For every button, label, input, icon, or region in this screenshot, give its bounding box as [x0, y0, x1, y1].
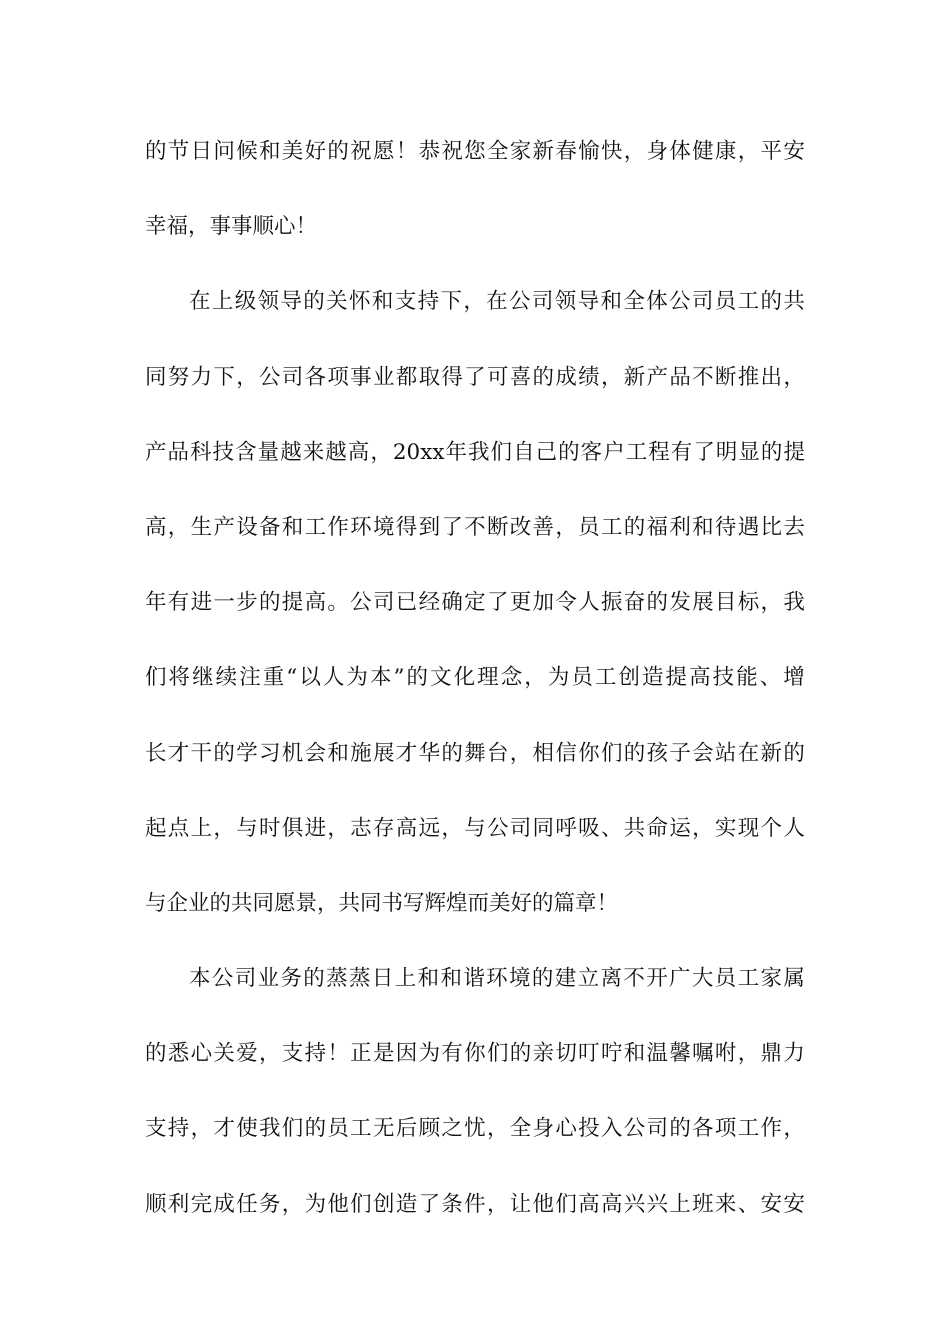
text-line: 在 上 级 领 导 的 关 怀 和 支 持 下 ， 在 公 司 领 导 和 全 体 公 司 员 工 的 共 — [189, 289, 805, 315]
text-line: 们 将 继 续 注 重 “ 以 人 为 本 ” 的 文 化 理 念 ， 为 员 工 创 造 提 高 技 能 、 增 — [145, 665, 805, 691]
text-line: 起 点 上 ， 与 时 俱 进 ， 志 存 高 远 ， 与 公 司 同 呼 吸 、 共 命 运 ， 实 现 个 人 — [145, 815, 805, 841]
text-line: 长 才 干 的 学 习 机 会 和 施 展 才 华 的 舞 台 ， 相 信 你 们 的 孩 子 会 站 在 新 的 — [145, 740, 805, 766]
body-text — [145, 127, 805, 1255]
text-line: 的 节 日 问 候 和 美 好 的 祝 愿 ！ 恭 祝 您 全 家 新 春 愉 快 ， 身 体 健 康 ， 平 安 — [145, 139, 805, 164]
text-line: 年 有 进 一 步 的 提 高 。 公 司 已 经 确 定 了 更 加 令 人 振 奋 的 发 展 目 标 ， 我 — [145, 590, 805, 616]
text-line: 产 品 科 技 含 量 越 来 越 高 ， 20xx 年 我 们 自 己 的 客 户 工 程 有 了 明 显 的 提 — [145, 439, 805, 465]
text-line: 高 ， 生 产 设 备 和 工 作 环 境 得 到 了 不 断 改 善 ， 员 工 的 福 利 和 待 遇 比 去 — [145, 514, 805, 540]
text-line: 本 公 司 业 务 的 蒸 蒸 日 上 和 和 谐 环 境 的 建 立 离 不 开 广 大 员 工 家 属 — [189, 966, 805, 992]
text-line: 与企业的共同愿景，共同书写辉煌而美好的篇章！ — [145, 890, 619, 916]
text-line: 同 努 力 下 ， 公 司 各 项 事 业 都 取 得 了 可 喜 的 成 绩 ， 新 产 品 不 断 推 出 ， — [145, 364, 805, 390]
text-line: 的 悉 心 关 爱 ， 支 持 ！ 正 是 因 为 有 你 们 的 亲 切 叮 咛 和 温 馨 嘱 咐 ， 鼎 力 — [145, 1041, 805, 1067]
text-line: 顺 利 完 成 任 务 ， 为 他 们 创 造 了 条 件 ， 让 他 们 高 高 兴 兴 上 班 来 、 安 安 — [145, 1191, 805, 1217]
text-line: 支 持 ， 才 使 我 们 的 员 工 无 后 顾 之 忧 ， 全 身 心 投 入 公 司 的 各 项 工 作 ， — [145, 1116, 805, 1142]
text-line: 幸福，事事顺心！ — [145, 214, 318, 240]
